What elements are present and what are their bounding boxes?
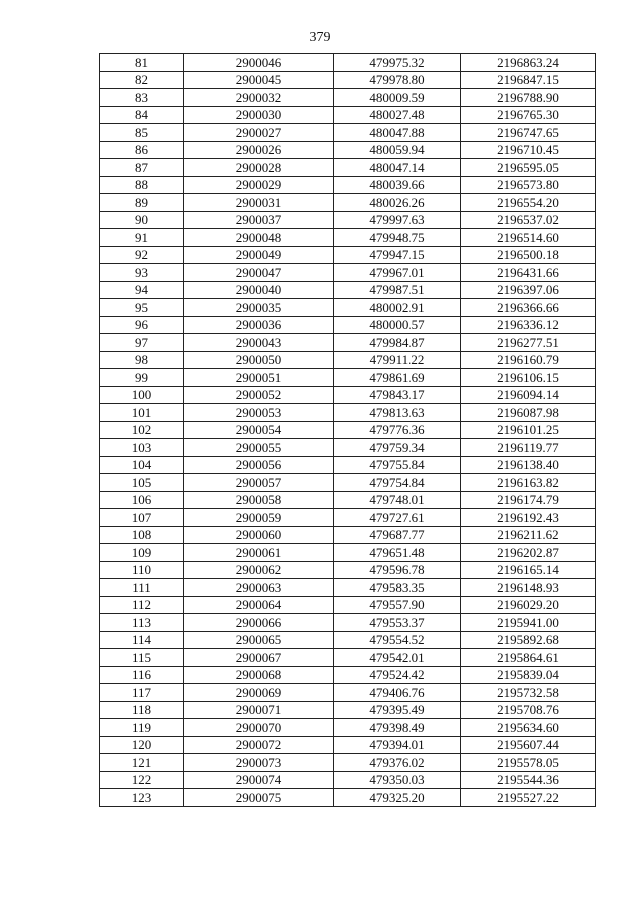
x-coordinate-cell: 479406.76 xyxy=(334,684,461,702)
point-id-cell: 2900071 xyxy=(184,701,334,719)
table-row xyxy=(100,264,596,282)
row-index-cell: 108 xyxy=(100,526,184,544)
row-index-cell: 86 xyxy=(100,141,184,159)
x-coordinate-cell: 479553.37 xyxy=(334,614,461,632)
point-id-cell: 2900057 xyxy=(184,474,334,492)
table-row xyxy=(100,71,596,89)
point-id-cell: 2900031 xyxy=(184,194,334,212)
row-index-cell: 116 xyxy=(100,666,184,684)
table-row xyxy=(100,124,596,142)
table-row xyxy=(100,404,596,422)
y-coordinate-cell: 2196514.60 xyxy=(461,229,596,247)
table-row xyxy=(100,299,596,317)
y-coordinate-cell: 2195732.58 xyxy=(461,684,596,702)
y-coordinate-cell: 2195892.68 xyxy=(461,631,596,649)
y-coordinate-cell: 2195544.36 xyxy=(461,771,596,789)
y-coordinate-cell: 2196174.79 xyxy=(461,491,596,509)
table-row xyxy=(100,789,596,807)
row-index-cell: 113 xyxy=(100,614,184,632)
point-id-cell: 2900072 xyxy=(184,736,334,754)
y-coordinate-cell: 2196573.80 xyxy=(461,176,596,194)
x-coordinate-cell: 479776.36 xyxy=(334,421,461,439)
point-id-cell: 2900068 xyxy=(184,666,334,684)
x-coordinate-cell: 479978.80 xyxy=(334,71,461,89)
row-index-cell: 100 xyxy=(100,386,184,404)
row-index-cell: 114 xyxy=(100,631,184,649)
x-coordinate-cell: 480047.88 xyxy=(334,124,461,142)
x-coordinate-cell: 479687.77 xyxy=(334,526,461,544)
table-row xyxy=(100,89,596,107)
x-coordinate-cell: 479754.84 xyxy=(334,474,461,492)
row-index-cell: 118 xyxy=(100,701,184,719)
point-id-cell: 2900030 xyxy=(184,106,334,124)
table-row xyxy=(100,649,596,667)
point-id-cell: 2900064 xyxy=(184,596,334,614)
x-coordinate-cell: 479947.15 xyxy=(334,246,461,264)
y-coordinate-cell: 2195607.44 xyxy=(461,736,596,754)
x-coordinate-cell: 480027.48 xyxy=(334,106,461,124)
x-coordinate-cell: 480039.66 xyxy=(334,176,461,194)
table-row xyxy=(100,771,596,789)
row-index-cell: 88 xyxy=(100,176,184,194)
row-index-cell: 109 xyxy=(100,544,184,562)
row-index-cell: 99 xyxy=(100,369,184,387)
table-row xyxy=(100,491,596,509)
row-index-cell: 82 xyxy=(100,71,184,89)
y-coordinate-cell: 2196595.05 xyxy=(461,159,596,177)
row-index-cell: 102 xyxy=(100,421,184,439)
row-index-cell: 106 xyxy=(100,491,184,509)
table-row xyxy=(100,54,596,72)
x-coordinate-cell: 480026.26 xyxy=(334,194,461,212)
row-index-cell: 95 xyxy=(100,299,184,317)
table-row xyxy=(100,579,596,597)
y-coordinate-cell: 2196101.25 xyxy=(461,421,596,439)
point-id-cell: 2900043 xyxy=(184,334,334,352)
y-coordinate-cell: 2196148.93 xyxy=(461,579,596,597)
table-row xyxy=(100,246,596,264)
y-coordinate-cell: 2195941.00 xyxy=(461,614,596,632)
x-coordinate-cell: 479748.01 xyxy=(334,491,461,509)
x-coordinate-cell: 479542.01 xyxy=(334,649,461,667)
x-coordinate-cell: 479997.63 xyxy=(334,211,461,229)
point-id-cell: 2900065 xyxy=(184,631,334,649)
point-id-cell: 2900075 xyxy=(184,789,334,807)
coordinates-table xyxy=(99,53,596,807)
row-index-cell: 122 xyxy=(100,771,184,789)
table-row xyxy=(100,194,596,212)
row-index-cell: 87 xyxy=(100,159,184,177)
x-coordinate-cell: 479727.61 xyxy=(334,509,461,527)
y-coordinate-cell: 2196163.82 xyxy=(461,474,596,492)
row-index-cell: 119 xyxy=(100,719,184,737)
table-row xyxy=(100,386,596,404)
y-coordinate-cell: 2196119.77 xyxy=(461,439,596,457)
x-coordinate-cell: 480047.14 xyxy=(334,159,461,177)
table-row xyxy=(100,701,596,719)
point-id-cell: 2900046 xyxy=(184,54,334,72)
x-coordinate-cell: 480002.91 xyxy=(334,299,461,317)
table-row xyxy=(100,211,596,229)
row-index-cell: 104 xyxy=(100,456,184,474)
point-id-cell: 2900040 xyxy=(184,281,334,299)
row-index-cell: 84 xyxy=(100,106,184,124)
row-index-cell: 98 xyxy=(100,351,184,369)
point-id-cell: 2900059 xyxy=(184,509,334,527)
point-id-cell: 2900026 xyxy=(184,141,334,159)
point-id-cell: 2900029 xyxy=(184,176,334,194)
point-id-cell: 2900070 xyxy=(184,719,334,737)
point-id-cell: 2900067 xyxy=(184,649,334,667)
row-index-cell: 90 xyxy=(100,211,184,229)
point-id-cell: 2900028 xyxy=(184,159,334,177)
x-coordinate-cell: 480009.59 xyxy=(334,89,461,107)
y-coordinate-cell: 2196087.98 xyxy=(461,404,596,422)
y-coordinate-cell: 2196277.51 xyxy=(461,334,596,352)
x-coordinate-cell: 479376.02 xyxy=(334,754,461,772)
y-coordinate-cell: 2196500.18 xyxy=(461,246,596,264)
y-coordinate-cell: 2195864.61 xyxy=(461,649,596,667)
x-coordinate-cell: 479987.51 xyxy=(334,281,461,299)
table-row xyxy=(100,176,596,194)
table-row xyxy=(100,106,596,124)
y-coordinate-cell: 2196537.02 xyxy=(461,211,596,229)
point-id-cell: 2900036 xyxy=(184,316,334,334)
y-coordinate-cell: 2196747.65 xyxy=(461,124,596,142)
table-row xyxy=(100,631,596,649)
row-index-cell: 91 xyxy=(100,229,184,247)
y-coordinate-cell: 2196397.06 xyxy=(461,281,596,299)
point-id-cell: 2900048 xyxy=(184,229,334,247)
y-coordinate-cell: 2196138.40 xyxy=(461,456,596,474)
table-row xyxy=(100,369,596,387)
table-row xyxy=(100,439,596,457)
point-id-cell: 2900061 xyxy=(184,544,334,562)
y-coordinate-cell: 2195708.76 xyxy=(461,701,596,719)
x-coordinate-cell: 479967.01 xyxy=(334,264,461,282)
x-coordinate-cell: 479759.34 xyxy=(334,439,461,457)
x-coordinate-cell: 479755.84 xyxy=(334,456,461,474)
x-coordinate-cell: 480059.94 xyxy=(334,141,461,159)
y-coordinate-cell: 2196788.90 xyxy=(461,89,596,107)
table-row xyxy=(100,229,596,247)
row-index-cell: 105 xyxy=(100,474,184,492)
y-coordinate-cell: 2196366.66 xyxy=(461,299,596,317)
row-index-cell: 115 xyxy=(100,649,184,667)
table-row xyxy=(100,614,596,632)
row-index-cell: 83 xyxy=(100,89,184,107)
row-index-cell: 92 xyxy=(100,246,184,264)
point-id-cell: 2900058 xyxy=(184,491,334,509)
row-index-cell: 97 xyxy=(100,334,184,352)
x-coordinate-cell: 479395.49 xyxy=(334,701,461,719)
y-coordinate-cell: 2195839.04 xyxy=(461,666,596,684)
point-id-cell: 2900052 xyxy=(184,386,334,404)
y-coordinate-cell: 2196554.20 xyxy=(461,194,596,212)
y-coordinate-cell: 2196710.45 xyxy=(461,141,596,159)
point-id-cell: 2900069 xyxy=(184,684,334,702)
x-coordinate-cell: 479394.01 xyxy=(334,736,461,754)
table-row xyxy=(100,159,596,177)
table-row xyxy=(100,544,596,562)
y-coordinate-cell: 2196847.15 xyxy=(461,71,596,89)
page-number: 379 xyxy=(309,30,331,45)
table-row xyxy=(100,561,596,579)
y-coordinate-cell: 2196094.14 xyxy=(461,386,596,404)
x-coordinate-cell: 479813.63 xyxy=(334,404,461,422)
table-row xyxy=(100,596,596,614)
y-coordinate-cell: 2196336.12 xyxy=(461,316,596,334)
row-index-cell: 85 xyxy=(100,124,184,142)
point-id-cell: 2900066 xyxy=(184,614,334,632)
point-id-cell: 2900060 xyxy=(184,526,334,544)
y-coordinate-cell: 2195527.22 xyxy=(461,789,596,807)
row-index-cell: 101 xyxy=(100,404,184,422)
y-coordinate-cell: 2196165.14 xyxy=(461,561,596,579)
x-coordinate-cell: 480000.57 xyxy=(334,316,461,334)
point-id-cell: 2900062 xyxy=(184,561,334,579)
point-id-cell: 2900054 xyxy=(184,421,334,439)
table-row xyxy=(100,736,596,754)
point-id-cell: 2900032 xyxy=(184,89,334,107)
point-id-cell: 2900074 xyxy=(184,771,334,789)
table-row xyxy=(100,351,596,369)
point-id-cell: 2900027 xyxy=(184,124,334,142)
x-coordinate-cell: 479911.22 xyxy=(334,351,461,369)
x-coordinate-cell: 479325.20 xyxy=(334,789,461,807)
x-coordinate-cell: 479948.75 xyxy=(334,229,461,247)
table-row xyxy=(100,719,596,737)
y-coordinate-cell: 2196431.66 xyxy=(461,264,596,282)
point-id-cell: 2900045 xyxy=(184,71,334,89)
point-id-cell: 2900037 xyxy=(184,211,334,229)
x-coordinate-cell: 479554.52 xyxy=(334,631,461,649)
table-row xyxy=(100,421,596,439)
coordinates-table-body xyxy=(100,54,596,807)
x-coordinate-cell: 479651.48 xyxy=(334,544,461,562)
table-row xyxy=(100,684,596,702)
table-row xyxy=(100,316,596,334)
row-index-cell: 81 xyxy=(100,54,184,72)
table-row xyxy=(100,754,596,772)
row-index-cell: 121 xyxy=(100,754,184,772)
row-index-cell: 96 xyxy=(100,316,184,334)
x-coordinate-cell: 479975.32 xyxy=(334,54,461,72)
row-index-cell: 112 xyxy=(100,596,184,614)
y-coordinate-cell: 2196202.87 xyxy=(461,544,596,562)
table-row xyxy=(100,474,596,492)
row-index-cell: 94 xyxy=(100,281,184,299)
x-coordinate-cell: 479557.90 xyxy=(334,596,461,614)
x-coordinate-cell: 479861.69 xyxy=(334,369,461,387)
table-row xyxy=(100,281,596,299)
y-coordinate-cell: 2196029.20 xyxy=(461,596,596,614)
row-index-cell: 111 xyxy=(100,579,184,597)
row-index-cell: 107 xyxy=(100,509,184,527)
y-coordinate-cell: 2196863.24 xyxy=(461,54,596,72)
point-id-cell: 2900053 xyxy=(184,404,334,422)
y-coordinate-cell: 2196106.15 xyxy=(461,369,596,387)
x-coordinate-cell: 479984.87 xyxy=(334,334,461,352)
y-coordinate-cell: 2196192.43 xyxy=(461,509,596,527)
row-index-cell: 117 xyxy=(100,684,184,702)
row-index-cell: 110 xyxy=(100,561,184,579)
y-coordinate-cell: 2196211.62 xyxy=(461,526,596,544)
point-id-cell: 2900049 xyxy=(184,246,334,264)
point-id-cell: 2900063 xyxy=(184,579,334,597)
row-index-cell: 120 xyxy=(100,736,184,754)
point-id-cell: 2900056 xyxy=(184,456,334,474)
table-row xyxy=(100,666,596,684)
x-coordinate-cell: 479350.03 xyxy=(334,771,461,789)
y-coordinate-cell: 2196160.79 xyxy=(461,351,596,369)
x-coordinate-cell: 479524.42 xyxy=(334,666,461,684)
row-index-cell: 89 xyxy=(100,194,184,212)
row-index-cell: 103 xyxy=(100,439,184,457)
point-id-cell: 2900073 xyxy=(184,754,334,772)
x-coordinate-cell: 479596.78 xyxy=(334,561,461,579)
y-coordinate-cell: 2195578.05 xyxy=(461,754,596,772)
point-id-cell: 2900035 xyxy=(184,299,334,317)
point-id-cell: 2900055 xyxy=(184,439,334,457)
table-row xyxy=(100,456,596,474)
x-coordinate-cell: 479583.35 xyxy=(334,579,461,597)
x-coordinate-cell: 479398.49 xyxy=(334,719,461,737)
x-coordinate-cell: 479843.17 xyxy=(334,386,461,404)
table-row xyxy=(100,526,596,544)
y-coordinate-cell: 2196765.30 xyxy=(461,106,596,124)
row-index-cell: 93 xyxy=(100,264,184,282)
row-index-cell: 123 xyxy=(100,789,184,807)
table-row xyxy=(100,509,596,527)
point-id-cell: 2900050 xyxy=(184,351,334,369)
y-coordinate-cell: 2195634.60 xyxy=(461,719,596,737)
table-row xyxy=(100,141,596,159)
point-id-cell: 2900047 xyxy=(184,264,334,282)
table-row xyxy=(100,334,596,352)
point-id-cell: 2900051 xyxy=(184,369,334,387)
